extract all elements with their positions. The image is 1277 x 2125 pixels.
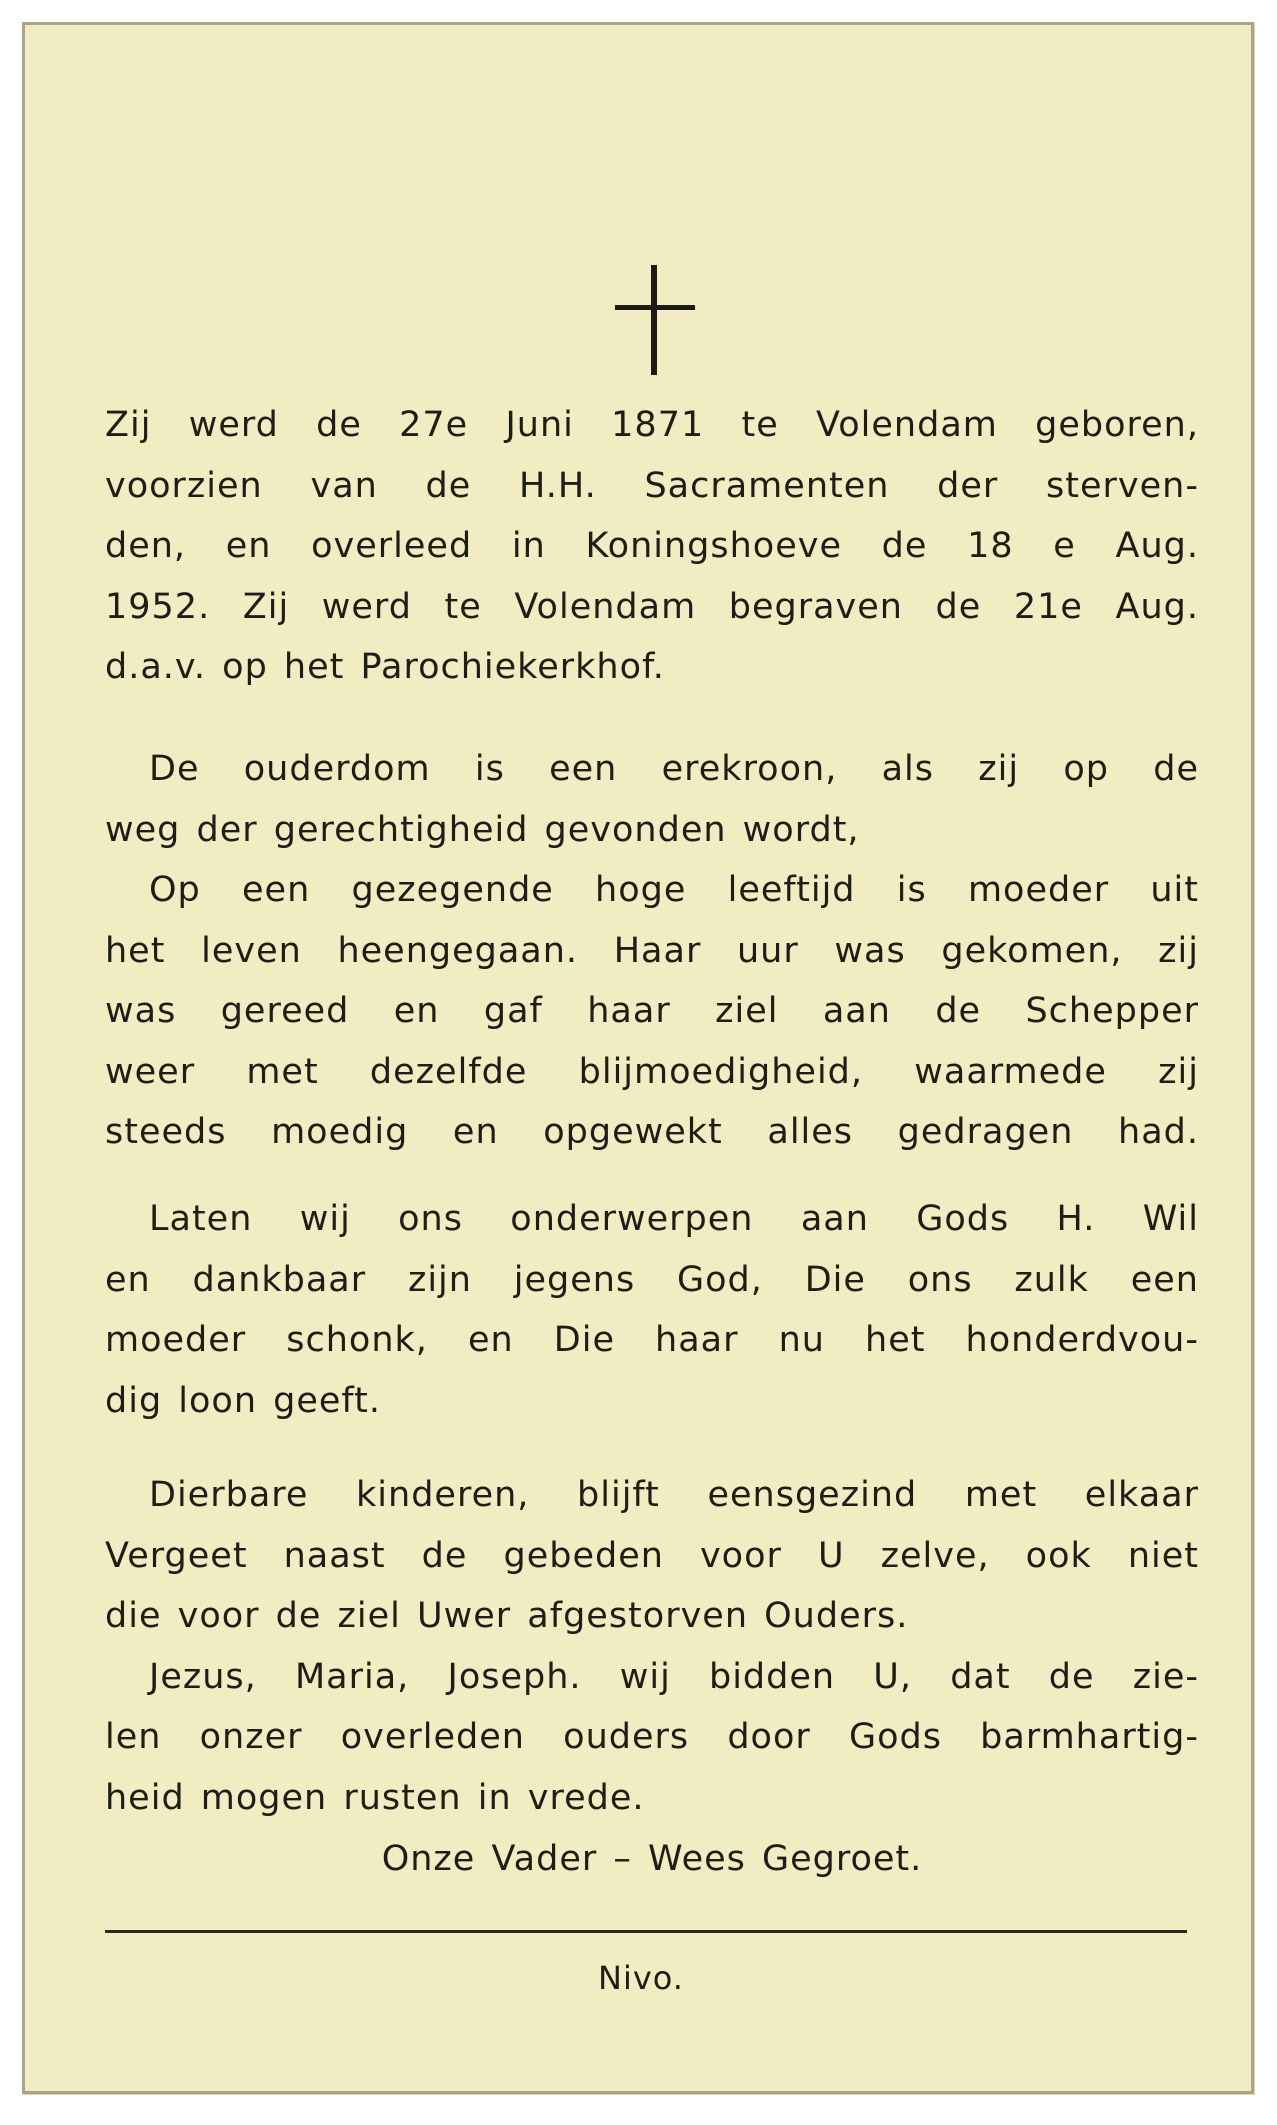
cross-icon	[615, 265, 695, 375]
text-line: Zij werd de 27e Juni 1871 te Volendam geboren,	[105, 405, 1199, 445]
closing-prayer: Onze Vader – Wees Gegroet.	[381, 1839, 923, 1879]
text-line: het leven heengegaan. Haar uur was gekomen, zij	[105, 930, 1199, 971]
text-line: Op een gezegende hoge leeftijd is moeder uit	[149, 870, 1199, 910]
text-line: De ouderdom is een erekroon, als zij op de	[149, 749, 1199, 789]
submission-paragraph	[105, 1189, 1199, 1431]
text-line: den, en overleed in Koningshoeve de 18 e Aug.	[105, 526, 1199, 566]
text-line: was gereed en gaf haar ziel aan de Schepper	[105, 991, 1199, 1031]
text-line: voorzien van de H.H. Sacramenten der sterven-	[105, 465, 1199, 506]
biography-paragraph	[105, 395, 1199, 698]
text-line: Laten wij ons onderwerpen aan Gods H. Wil	[149, 1199, 1199, 1239]
text-line: Vergeet naast de gebeden voor U zelve, ook niet	[105, 1535, 1199, 1576]
text-line: dig loon geeft.	[105, 1380, 381, 1421]
text-line: Jezus, Maria, Joseph. wij bidden U, dat de zie-	[149, 1656, 1199, 1697]
text-line: steeds moedig en opgewekt alles gedragen had.	[105, 1112, 1199, 1152]
divider	[105, 1930, 1187, 1933]
text-line: len onzer overleden ouders door Gods barmhartig-	[105, 1717, 1199, 1757]
text-line: en dankbaar zijn jegens God, Die ons zulk een	[105, 1259, 1199, 1300]
text-line: weg der gerechtigheid gevonden wordt,	[105, 809, 860, 850]
text-line: Dierbare kinderen, blijft eensgezind met elkaar	[149, 1475, 1199, 1515]
reflection-paragraph	[105, 739, 1199, 1163]
text-line: moeder schonk, en Die haar nu het honderdvou-	[105, 1320, 1199, 1360]
text-line: weer met dezelfde blijmoedigheid, waarmede zij	[105, 1051, 1199, 1092]
text-line: heid mogen rusten in vrede.	[105, 1777, 645, 1818]
text-line: d.a.v. op het Parochiekerkhof.	[105, 647, 665, 687]
memorial-card	[22, 22, 1254, 2094]
prayer-paragraph	[105, 1465, 1199, 1828]
text-line: 1952. Zij werd te Volendam begraven de 21e Aug.	[105, 586, 1199, 627]
printer-mark: Nivo.	[598, 1959, 684, 1997]
text-line: die voor de ziel Uwer afgestorven Ouders.	[105, 1596, 909, 1636]
